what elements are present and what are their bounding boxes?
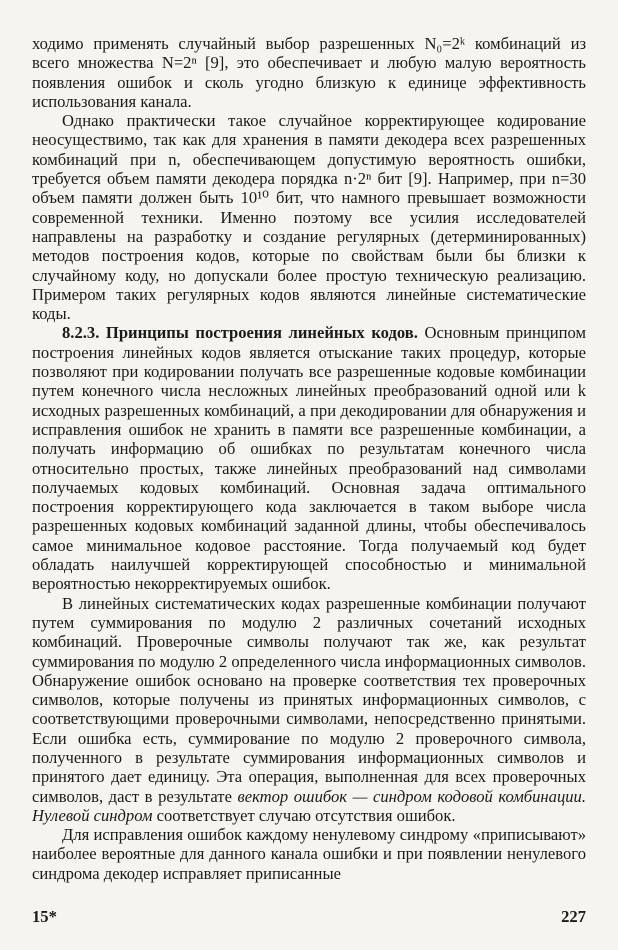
paragraph-systematic-codes xyxy=(32,594,586,826)
paragraph-random-coding: Однако практически такое случайное корректирующее кодирование неосуществимо, так как для хранения в памяти декодера всех разрешенных комбинаций при n, обеспечивающем допустимую вероятность ошибки, требуется объем памяти декодера порядка n·2ⁿ бит [9]. Например, при n=30 объем памяти должен быть 10¹⁰ бит, что намного превышает возможности современной техники. Именно поэтому все усилия исследователей направлены на разработку и создание регулярных (детерминированных) методов построения кодов, которые по свойствам были бы близки к случайному коду, но допускали более простую техническую реализацию. Примером таких регулярных кодов являются линейные систематические коды. xyxy=(32,111,586,324)
section-heading: 8.2.3. Принципы построения линейных кодов. xyxy=(62,323,418,343)
paragraph-continuation: ходимо применять случайный выбор разрешенных N₀=2ᵏ комбинаций из всего множества N=2ⁿ [9], это обеспечивает и любую малую вероятность появления ошибок и сколь угодно близкую к единице эффективность использования канала. xyxy=(32,34,586,111)
body-text xyxy=(32,34,586,883)
page-number: 227 xyxy=(561,907,586,926)
signature-mark: 15* xyxy=(32,907,57,926)
paragraph-linear-codes xyxy=(32,323,586,593)
systematic-text: В линейных систематических кодах разрешенные комбинации получают путем суммирования по модулю 2 различных сочетаний исходных комбинаций. Проверочные символы получают так же, как результат суммирования по модулю 2 определенного числа информационных символов. Обнаружение ошибок основано на проверке соответствия тех проверочных символов, которые получены из принятых информационных символов, с соответствующими проверочными символами, непосредственно принятыми. Если ошибка есть, суммирование по модулю 2 проверочного символа, полученного в результате суммирования информационных символов и принятого дает единицу. Эта операция, выполненная для всех проверочных символов, даст в результате xyxy=(32,593,586,806)
page-footer xyxy=(32,907,586,927)
systematic-tail: соответствует случаю отсутствия ошибок. xyxy=(152,805,456,825)
syndrome-term: вектор ошибок — синдром кодовой комбинации. Нулевой синдром xyxy=(32,786,586,825)
section-text: Основным принципом построения линейных кодов является отыскание таких процедур, которые позволяют при кодировании получать все разрешенные кодовые комбинации путем конечного числа несложных линейных преобразований одной или k исходных разрешенных комбинаций, а при декодировании для обнаружения и исправления ошибок не хранить в памяти все разрешенные комбинации, а получать информацию об ошибках по результатам конечного числа относительно простых, также линейных преобразований над символами получаемых кодовых комбинаций. Основная задача оптимального построения корректирующего кода заключается в таком выборе числа разрешенных кодовых комбинаций заданной длины, чтобы обеспечивалось самое минимальное кодовое расстояние. Тогда получаемый код будет обладать наилучшей корректирующей способностью и минимальной вероятностью некорректируемых ошибок. xyxy=(32,323,586,594)
paragraph-error-correction: Для исправления ошибок каждому ненулевому синдрому «приписывают» наиболее вероятные для данного канала ошибки и при появлении ненулевого синдрома декодер исправляет приписанные xyxy=(32,825,586,883)
